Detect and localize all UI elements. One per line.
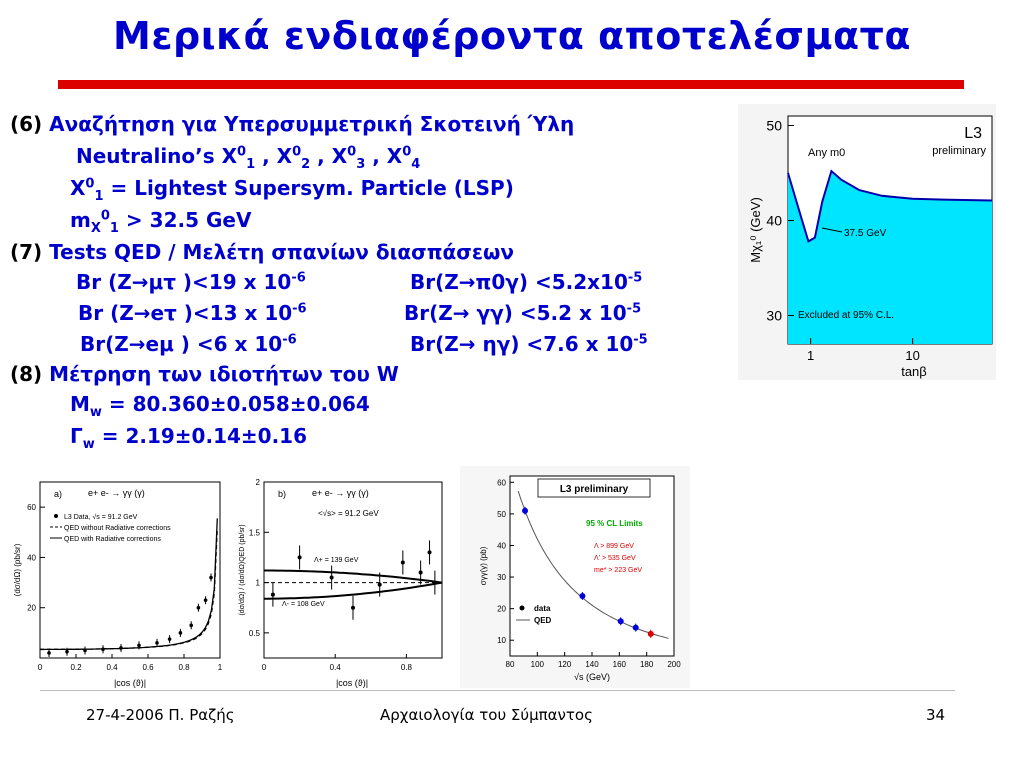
lsp-text: = Lightest Supersym. Particle (LSP) xyxy=(103,176,514,200)
mw-value: = 80.360±0.058±0.064 xyxy=(101,392,370,416)
x-axis-label: |cos (ϑ)| xyxy=(335,678,369,688)
x-tick-label: 120 xyxy=(557,660,572,669)
gamma-gamma-panel-a xyxy=(8,470,224,692)
data-point xyxy=(298,555,302,559)
legend-data: L3 Data, √s = 91.2 GeV xyxy=(64,514,138,521)
y-tick-label: 1.5 xyxy=(248,528,260,538)
exp: -5 xyxy=(633,332,648,348)
subtitle: <√s> = 91.2 GeV xyxy=(318,509,379,518)
item-number-7: (7) xyxy=(10,240,43,264)
br-line-6 xyxy=(410,332,648,356)
br-line-2 xyxy=(410,270,642,294)
sup: 0 xyxy=(237,144,247,160)
data-point xyxy=(65,650,69,654)
data-point xyxy=(197,606,201,610)
footer-page-number: 34 xyxy=(926,706,946,724)
x-tick-label: 100 xyxy=(530,660,545,669)
footer-course-title: Αρχαιολογία του Σύμπαντος xyxy=(380,706,593,724)
slide-title: Μερικά ενδιαφέροντα αποτελέσματα xyxy=(113,14,911,58)
exp: -5 xyxy=(627,270,643,286)
br-line-1 xyxy=(76,270,306,294)
br-line-3 xyxy=(78,301,307,325)
y-tick-label: 20 xyxy=(27,603,36,613)
y-axis-label: Mχ₁⁰ (GeV) xyxy=(748,197,763,263)
line-6-text: Αναζήτηση για Υπερσυμμετρική Σκοτεινή Ύλη xyxy=(49,112,575,136)
sub: X xyxy=(90,221,101,236)
data-point xyxy=(47,651,51,655)
sub: w xyxy=(89,405,102,420)
plot-frame xyxy=(40,482,220,658)
data-point xyxy=(433,581,437,585)
data-point xyxy=(137,644,141,648)
x-tick-label: 0.4 xyxy=(329,663,341,672)
sub: 3 xyxy=(356,157,366,172)
x-tick-label: 0.4 xyxy=(106,663,118,672)
br-text: Br (Z→μτ )<19 x 10 xyxy=(76,270,292,294)
w-width-line xyxy=(70,424,307,452)
annotation-min-mass: 37.5 GeV xyxy=(844,228,887,239)
data-point xyxy=(579,593,585,599)
y-axis-label: (dσ/dΩ) (pb/sr) xyxy=(13,543,22,597)
data-point xyxy=(155,641,159,645)
y-tick-label: 20 xyxy=(497,604,506,614)
sep: , X xyxy=(310,144,348,168)
y-tick-label: 30 xyxy=(497,573,506,583)
data-point xyxy=(401,560,405,564)
panel-label: b) xyxy=(278,489,287,499)
line-8-text: Μέτρηση των ιδιοτήτων του W xyxy=(49,362,399,386)
mass-limit: > 32.5 GeV xyxy=(118,208,252,232)
x-tick-label: 160 xyxy=(612,660,627,669)
neutralino-mass-chart xyxy=(738,104,996,380)
plot-frame xyxy=(510,476,674,656)
sub: 1 xyxy=(94,189,104,204)
x-tick-label: 10 xyxy=(905,348,920,363)
br-text: Br(Z→eμ ) <6 x 10 xyxy=(80,332,283,356)
x-tick-label: 1 xyxy=(217,663,223,672)
x-tick-label: 0.8 xyxy=(400,663,412,672)
data-point xyxy=(119,646,123,650)
y-tick-label: 2 xyxy=(255,478,260,487)
x-tick-label: 180 xyxy=(639,660,654,669)
sub: 1 xyxy=(109,221,119,236)
y-tick-label: 60 xyxy=(497,478,506,488)
exp: -6 xyxy=(291,270,306,286)
sup: 0 xyxy=(85,176,95,192)
annotation-lambda-minus: Λ- = 108 GeV xyxy=(282,601,325,608)
sep: , X xyxy=(255,144,293,168)
mass-m: m xyxy=(70,208,91,232)
x-tick-label: 0 xyxy=(37,663,43,672)
data-point xyxy=(271,593,275,597)
sup: 0 xyxy=(402,144,412,160)
data-point xyxy=(428,550,432,554)
legend-no-radiative: QED without Radiative corrections xyxy=(64,525,171,532)
lsp-x: X xyxy=(70,176,86,200)
x-axis-label: √s (GeV) xyxy=(574,672,610,682)
x-tick-label: 0.2 xyxy=(70,663,82,672)
limit-value: me* > 223 GeV xyxy=(594,567,643,574)
mw-m: M xyxy=(70,392,90,416)
sep: , X xyxy=(365,144,403,168)
y-tick-label: 40 xyxy=(27,553,36,563)
limit-value: Λ > 899 GeV xyxy=(594,543,634,550)
x-axis-label: |cos (ϑ)| xyxy=(113,678,147,688)
footer-date-author: 27-4-2006 Π. Ραζής xyxy=(86,706,235,724)
chart-title: L3 preliminary xyxy=(559,484,629,495)
y-tick-label: 30 xyxy=(766,307,782,324)
line-8 xyxy=(10,362,399,386)
legend-data: data xyxy=(534,604,551,613)
annotation-preliminary: preliminary xyxy=(932,145,986,157)
process-label: e+ e- → γγ (γ) xyxy=(312,488,369,498)
x-tick-label: 80 xyxy=(505,660,515,669)
limits-title: 95 % CL Limits xyxy=(586,519,643,528)
data-point xyxy=(378,583,382,587)
legend-radiative: QED with Radiative corrections xyxy=(64,536,161,543)
legend-marker-data xyxy=(520,606,525,611)
br-text: Br(Z→π0γ) <5.2x10 xyxy=(410,270,628,294)
y-axis-label: (dσ/dΩ) / (dσ/dΩ)QED (pb/sr) xyxy=(239,524,246,616)
y-tick-label: 40 xyxy=(497,541,506,551)
br-line-4 xyxy=(404,301,641,325)
process-label: e+ e- → γγ (γ) xyxy=(88,488,145,498)
item-number-6: (6) xyxy=(10,112,43,136)
line-6 xyxy=(10,112,574,136)
x-axis-label: tanβ xyxy=(901,364,927,379)
x-tick-label: 140 xyxy=(585,660,599,669)
br-text: Br (Z→eτ )<13 x 10 xyxy=(78,301,293,325)
gw-value: = 2.19±0.14±0.16 xyxy=(94,424,308,448)
annotation-excluded: Excluded at 95% C.L. xyxy=(798,310,895,321)
title-underline xyxy=(58,80,964,89)
legend-qed: QED xyxy=(534,616,552,625)
y-tick-label: 10 xyxy=(497,636,506,646)
data-point xyxy=(351,606,355,610)
line-7 xyxy=(10,240,514,264)
cross-section-chart xyxy=(460,466,690,688)
y-tick-label: 0.5 xyxy=(248,628,260,638)
x-tick-label: 0 xyxy=(261,663,267,672)
panel-label: a) xyxy=(54,489,63,499)
br-text: Br(Z→ ηγ) <7.6 x 10 xyxy=(410,332,634,356)
br-text: Br(Z→ γγ) <5.2 x 10 xyxy=(404,301,627,325)
legend-marker-data xyxy=(54,514,58,518)
neutralino-label: Neutralino’s X xyxy=(76,144,238,168)
br-line-5 xyxy=(80,332,297,356)
sup: 0 xyxy=(347,144,357,160)
gw-gamma: Γ xyxy=(70,424,83,448)
x-tick-label: 1 xyxy=(807,348,815,363)
mass-line xyxy=(70,208,251,236)
data-point xyxy=(179,631,183,635)
gamma-gamma-panel-b xyxy=(232,470,448,692)
sub: w xyxy=(82,437,95,452)
data-point xyxy=(633,625,639,631)
w-mass-line xyxy=(70,392,370,420)
y-tick-label: 50 xyxy=(497,509,506,519)
limit-value: Λ' > 535 GeV xyxy=(594,555,636,562)
y-tick-label: 50 xyxy=(766,117,782,134)
sup: 0 xyxy=(100,208,110,224)
item-number-8: (8) xyxy=(10,362,43,386)
data-point xyxy=(204,598,208,602)
data-point xyxy=(330,576,334,580)
exp: -6 xyxy=(292,301,307,317)
sup: 0 xyxy=(292,144,302,160)
y-tick-label: 60 xyxy=(27,503,36,513)
sub: 4 xyxy=(411,157,421,172)
footer-rule xyxy=(40,690,955,691)
sub: 2 xyxy=(301,157,311,172)
data-point xyxy=(522,508,528,514)
exp: -6 xyxy=(282,332,297,348)
data-point xyxy=(209,576,213,580)
data-point xyxy=(618,618,624,624)
annotation-lambda-plus: Λ+ = 139 GeV xyxy=(314,557,359,564)
data-point xyxy=(648,631,654,637)
annotation-l3: L3 xyxy=(964,125,982,142)
data-point xyxy=(189,624,193,628)
x-tick-label: 0.8 xyxy=(178,663,190,672)
line-7-text: Tests QED / Μελέτη σπανίων διασπάσεων xyxy=(49,240,514,264)
neutralino-line xyxy=(76,144,420,172)
y-tick-label: 40 xyxy=(766,212,782,229)
y-axis-label: σγγ(γ) (pb) xyxy=(479,546,488,586)
x-tick-label: 0.6 xyxy=(142,663,154,672)
x-tick-label: 200 xyxy=(667,660,681,669)
data-point xyxy=(168,637,172,641)
data-point xyxy=(419,571,423,575)
annotation-any-m0: Any m0 xyxy=(808,147,846,159)
sub: 1 xyxy=(246,157,256,172)
exp: -5 xyxy=(626,301,642,317)
data-point xyxy=(101,647,105,651)
lsp-line xyxy=(70,176,514,204)
y-tick-label: 1 xyxy=(255,578,260,588)
data-point xyxy=(83,649,87,653)
